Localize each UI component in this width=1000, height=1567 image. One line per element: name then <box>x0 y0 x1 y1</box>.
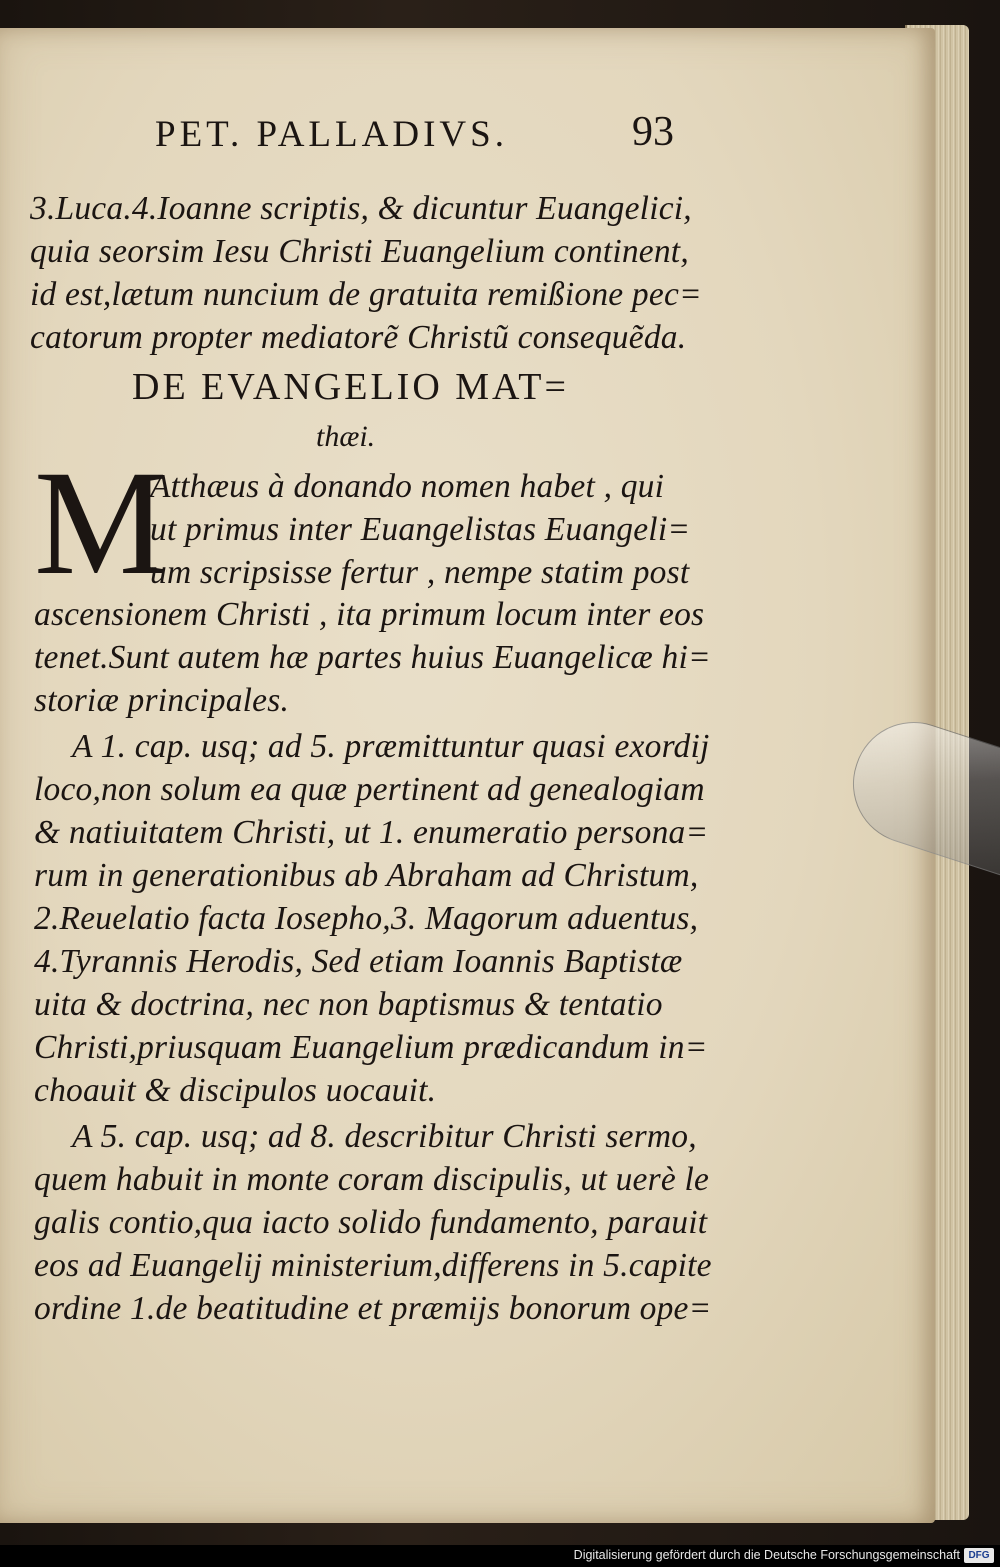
text-line: ut primus inter Euangelistas Euangeli= <box>150 511 691 548</box>
text-line: loco,non solum ea quæ pertinent ad genealogiam <box>34 771 705 808</box>
footer-credit: Digitalisierung gefördert durch die Deutsche Forschungsgemeinschaft <box>573 1548 960 1562</box>
text-line: & natiuitatem Christi, ut 1. enumeratio persona= <box>34 814 709 851</box>
text-line: quem habuit in monte coram discipulis, ut uerè le <box>34 1161 710 1198</box>
text-line: 3.Luca.4.Ioanne scriptis, & dicuntur Euangelici, <box>30 190 692 227</box>
text-line: 2.Reuelatio facta Iosepho,3. Magorum aduentus, <box>34 900 699 937</box>
text-line: A 5. cap. usq; ad 8. describitur Christi sermo, <box>72 1118 697 1155</box>
section-heading: DE EVANGELIO MAT= <box>132 366 569 408</box>
text-line: um scripsisse fertur , nempe statim post <box>150 554 690 591</box>
text-line: ascensionem Christi , ita primum locum inter eos <box>34 596 705 633</box>
page-number: 93 <box>632 109 674 155</box>
text-line: id est,lætum nuncium de gratuita remißione pec= <box>30 276 702 313</box>
dfg-logo: DFG <box>964 1548 994 1563</box>
text-line: ordine 1.de beatitudine et præmijs bonorum ope= <box>34 1290 712 1327</box>
text-line: choauit & discipulos uocauit. <box>34 1072 437 1109</box>
text-line: storiæ principales. <box>34 682 290 719</box>
text-line: Atthæus à donando nomen habet , qui <box>150 468 665 505</box>
drop-cap: M <box>34 440 168 606</box>
text-line: galis contio,qua iacto solido fundamento, parauit <box>34 1204 708 1241</box>
text-line: quia seorsim Iesu Christi Euangelium continent, <box>30 233 689 270</box>
section-heading-continuation: thæi. <box>316 420 376 453</box>
text-line: rum in generationibus ab Abraham ad Christum, <box>34 857 699 894</box>
text-line: tenet.Sunt autem hæ partes huius Euangelicæ hi= <box>34 639 711 676</box>
text-line: eos ad Euangelij ministerium,differens in 5.capite <box>34 1247 712 1284</box>
text-line: Christi,priusquam Euangelium prædicandum in= <box>34 1029 708 1066</box>
text-line: A 1. cap. usq; ad 5. præmittuntur quasi exordij <box>72 728 710 765</box>
running-head: PET. PALLADIVS. <box>155 114 508 155</box>
text-line: 4.Tyrannis Herodis, Sed etiam Ioannis Baptistæ <box>34 943 683 980</box>
text-line: catorum propter mediatorẽ Christũ consequẽda. <box>30 319 687 356</box>
text-line: uita & doctrina, nec non baptismus & tentatio <box>34 986 663 1023</box>
